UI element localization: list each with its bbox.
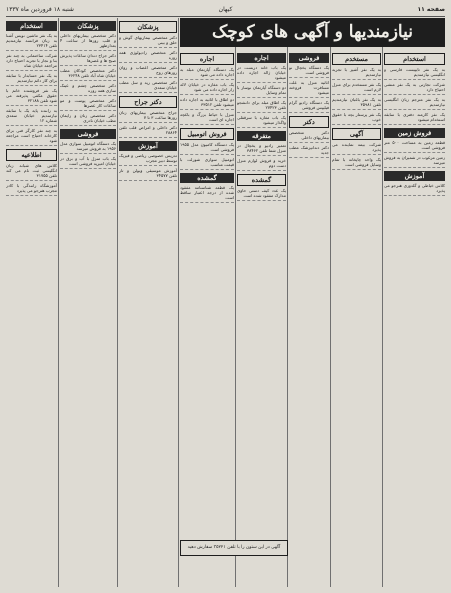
page-header — [6, 4, 445, 17]
classified-ad: به یک نفر آشپز با تجربه نیازمندیم — [332, 67, 381, 80]
classified-ad: اثاثیه منزل به علت مسافرت فروخته میشود — [289, 80, 329, 98]
classified-ad: دو دستگاه آپارتمان نوساز با تمام وسایل — [237, 85, 286, 98]
classified-ad: یک اطاق مبله برای دانشجو تلفن ۲۷۴۲۳ — [237, 100, 286, 113]
column-rule — [287, 18, 288, 587]
section-heading: پزشکان — [60, 21, 116, 31]
classified-ad: منزل با حیاط بزرگ و باغچه اجاره ای است — [180, 112, 234, 125]
column-7 — [332, 50, 381, 587]
column-rule — [178, 18, 179, 587]
signature-box: آگهی در این ستون را با تلفن ۳۵۲۲۱ سفارش دهید — [180, 540, 288, 556]
classified-ad: آموزش موسیقی ویولن و تار تلفن ۳۴۵۷۷ — [119, 168, 177, 181]
classified-ad: زمین مرغوب در شمیران به فروش میرسد — [384, 155, 445, 168]
classified-ad: شرکت ساختمانی به چند نفر بنا و نجار با تجربه احتیاج دارد مراجعه خیابان شاه — [6, 53, 57, 71]
classified-ad: خرید و فروش لوازم منزل دست دوم — [237, 158, 286, 171]
section-heading: گمشده — [237, 174, 286, 186]
section-heading: فروشی — [289, 53, 329, 63]
classified-ad: یک باب منزل با آب و برق در خیابان امیریه فروشی است — [60, 156, 116, 169]
section-heading: اجاره — [237, 53, 286, 63]
section-heading: مستخدم — [332, 53, 381, 65]
column-rule — [58, 18, 59, 587]
classified-ad: دکتر متخصص زنان و زایمان مطب خیابان نادری — [60, 113, 116, 126]
classified-ad: دکتر متخصص بیماریهای گوش و حلق و بینی — [119, 35, 177, 48]
section-heading: دکتر جراح — [119, 96, 177, 108]
issue-date: شنبه ۱۸ فروردین ماه ۱۳۳۷ — [6, 6, 74, 13]
classified-ad: یک دستگاه آپارتمان مبله به اجاره داده می شود — [180, 67, 234, 80]
classified-ad: یک نفر کارمند دفتری با سابقه استخدام میشود — [384, 112, 445, 125]
section-heading: استخدام — [384, 53, 445, 65]
column-rule — [382, 18, 383, 587]
classified-ad: دکتر متخصص چشم و عینک سازی همه روزه — [60, 83, 116, 96]
classified-ad: دو اطاق با اثاثیه به اجاره داده میشود تلفن ۳۳۵۱۲ — [180, 97, 234, 110]
classified-ad: دکتر متخصص اعصاب و روان روزهای زوج — [119, 65, 177, 78]
classified-ad: به چند نفر کارگر فنی برای کارخانه احتیاج است مراجعه شود — [6, 128, 57, 146]
classified-ad: دکتر متخصص بیماریهای داخلی — [289, 130, 329, 143]
classified-ad: یک باب مغازه در خیابان لاله زار اجاره داده می شود — [180, 82, 234, 95]
column-rule — [330, 18, 331, 587]
classified-ad: تعمیر رادیو و یخچال در منزل شما تلفن ۳۸۴۶۲ — [237, 143, 286, 156]
column-8 — [384, 50, 445, 587]
classified-ad: یک عدد کیف دستی حاوی مدارک مفقود شده است — [237, 188, 286, 201]
classified-ad: یک قطعه شناسنامه مفقود شده از درجه اعتبار ساقط است — [180, 185, 234, 203]
classified-ad: یک نفر مستخدم برای منزل لازم است — [332, 82, 381, 95]
section-heading: اجاره — [180, 53, 234, 65]
column-4 — [180, 50, 234, 587]
classified-ad: به یک نفر باغبان نیازمندیم تلفن ۳۵۹۸۱ — [332, 97, 381, 110]
classified-ad: شرکت بیمه نماینده می پذیرد — [332, 142, 381, 155]
column-5 — [237, 50, 286, 587]
section-heading: پزشکان — [119, 21, 177, 33]
section-heading: اطلاعیه — [6, 149, 57, 161]
classified-ad: یک نفر پرستار بچه با حقوق خوب — [332, 112, 381, 125]
classified-ad: دکتر داخلی و امراض قلب تلفن ۲۸۸۶۴ — [119, 125, 177, 138]
classified-ad: تدریس خصوصی ریاضی و فیزیک توسط دبیر مجرب — [119, 153, 177, 166]
classified-ad: یک دستگاه یخچال نو فروشی است — [289, 65, 329, 78]
classified-ad: به یک نفر مترجم زبان انگلیسی نیازمندیم — [384, 97, 445, 110]
section-heading: فروش اتومبیل — [180, 128, 234, 140]
section-heading: فروش زمین — [384, 128, 445, 138]
classified-ad: یک واحد چاپخانه با تمام وسایل فروشی است — [332, 157, 381, 170]
column-1 — [6, 18, 57, 587]
classified-ad: کلاس های شبانه زبان انگلیسی ثبت نام می کند تلفن ۳۱۷۵۵ — [6, 163, 57, 181]
column-2 — [60, 18, 116, 587]
classifieds-masthead: نیازمندیها و آگهی های کوچک — [180, 18, 445, 47]
classified-ad: دکتر متخصص رادیولوژی همه روزه — [119, 50, 177, 63]
classified-ad: شرکت تجارتی به یک نفر منشی احتیاج دارد — [384, 82, 445, 95]
classified-ad: یک باب مغازه با سرقفلی واگذار میشود — [237, 115, 286, 128]
classified-ad: دکتر متخصص کودکان مطب خیابان شاه آباد تلفن ۳۶۲۴۸ — [60, 68, 116, 81]
classified-ad: کلاس خیاطی و گلدوزی هنرجو می پذیرد — [384, 183, 445, 196]
classified-ad: یک دستگاه اتومبیل سواری مدل ۱۹۵۶ به فروش میرسد — [60, 141, 116, 154]
section-heading: گمشده — [180, 173, 234, 183]
classified-ad: به یک نفر ماشین نویس آشنا به زبان فرانسه نیازمندیم تلفن ۲۳۴۱۴ — [6, 33, 57, 51]
newspaper-name: کیهان — [218, 6, 233, 13]
classified-ad: یک دستگاه رادیو گرام فیلیپس فروشی — [289, 100, 329, 113]
column-3 — [119, 18, 177, 587]
classified-ad: دکتر متخصص پوست و مو ساعات کار عصرها — [60, 98, 116, 111]
classified-ad: آموزشگاه رانندگی با کادر مجرب هنرجو می پذیرد — [6, 183, 57, 196]
classified-ad: دکتر دندانپزشک مطب جدید — [289, 145, 329, 158]
section-heading: استخدام — [6, 21, 57, 31]
classified-ad: یک باب خانه دربست در خیابان ژاله اجاره داده میشود — [237, 65, 286, 83]
page-number: صفحه ۱۱ — [417, 6, 445, 13]
section-heading: متفرقه — [237, 131, 286, 141]
section-heading: فروشی — [60, 129, 116, 139]
column-rule — [117, 18, 118, 587]
column-rule — [235, 18, 236, 587]
classified-ad: اتومبیل سواری شورلت با قیمت مناسب — [180, 157, 234, 170]
classified-ad: یک نفر فروشنده خانم با حقوق مکفی پذیرفته می شود تلفن ۳۲۱۸۸ — [6, 88, 57, 106]
classified-ad: قطعه زمین به مساحت ۵۰۰ متر فروشی است — [384, 140, 445, 153]
classified-ad: به راننده پایه یک با سابقه نیازمندیم خیابان سعدی شماره ۱۲ — [6, 108, 57, 126]
classified-ad: یک دستگاه کامیون مدل ۱۹۵۵ فروشی است — [180, 142, 234, 155]
column-6 — [289, 50, 329, 587]
classified-ad: دکتر متخصص ریه و سل مطب خیابان سعدی — [119, 80, 177, 93]
classified-ad: به یک نفر تایپیست فارسی و انگلیسی نیازمندیم — [384, 67, 445, 80]
section-heading: آگهی — [332, 128, 381, 140]
classified-ad: دکتر متخصص بیماریهای داخلی و قلب روزها از ساعت ۴ بعدازظهر — [60, 33, 116, 51]
classified-ad: دکتر جراح دندان ساعات پذیرش صبح ها و عصرها — [60, 53, 116, 66]
classified-ad: جراح متخصص بیماریهای زنان روزها ساعت ۳ تا ۷ — [119, 110, 177, 123]
section-heading: آموزش — [384, 171, 445, 181]
classified-ad: به یک نفر حسابدار با سابقه برای کار دائم نیازمندیم — [6, 73, 57, 86]
section-heading: آموزش — [119, 141, 177, 151]
section-heading: دکتر — [289, 116, 329, 128]
